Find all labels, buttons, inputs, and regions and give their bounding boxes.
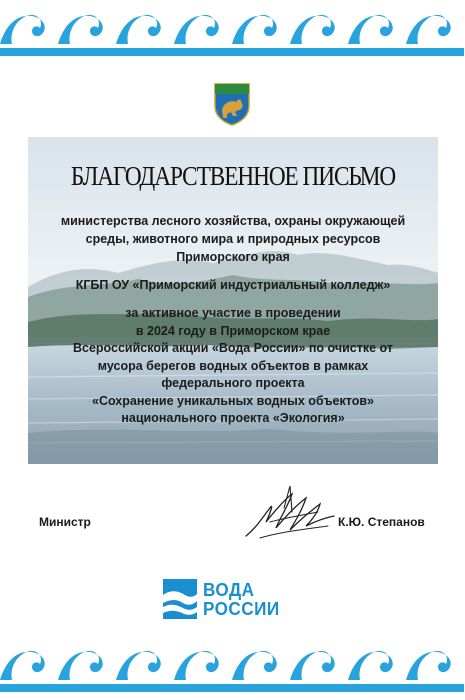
bottom-wave-border-icon — [0, 640, 465, 696]
handwritten-signature — [240, 478, 340, 548]
voda-rossii-logo — [163, 577, 303, 623]
body-line: «Сохранение уникальных водных объектов» — [92, 393, 374, 408]
top-wave-border-icon — [0, 4, 465, 60]
body-line: федерального проекта — [161, 376, 305, 390]
body-line: в 2024 году в Приморском крае — [135, 323, 331, 338]
body-line: национального проекта «Экология» — [121, 411, 345, 425]
logo-line-2: РОССИИ — [203, 599, 280, 619]
primorye-coat-of-arms-icon — [211, 80, 253, 126]
body-line: за активное участие в проведении — [125, 306, 341, 320]
letter-content — [28, 137, 438, 464]
recipient-name: КГБП ОУ «Приморский индустриальный колледж» — [75, 278, 391, 292]
logo-line-1: ВОДА — [203, 580, 255, 600]
letter-title: БЛАГОДАРСТВЕННОЕ ПИСЬМО — [70, 161, 396, 191]
issuer-block — [28, 212, 438, 266]
issuer-line: среды, животного мира и природных ресурсов — [85, 232, 381, 246]
water-waves-logo-icon — [163, 579, 197, 619]
body-line: мусора берегов водных объектов в рамках — [97, 358, 369, 373]
body-line: Всероссийской акции «Вода России» по очистке от — [72, 341, 393, 355]
issuer-line: Приморского края — [176, 250, 290, 264]
signer-name: К.Ю. Степанов — [338, 515, 425, 529]
signer-position: Министр — [39, 515, 91, 529]
issuer-line: министерства лесного хозяйства, охраны окружающей — [60, 214, 406, 228]
letter-body — [28, 305, 438, 428]
